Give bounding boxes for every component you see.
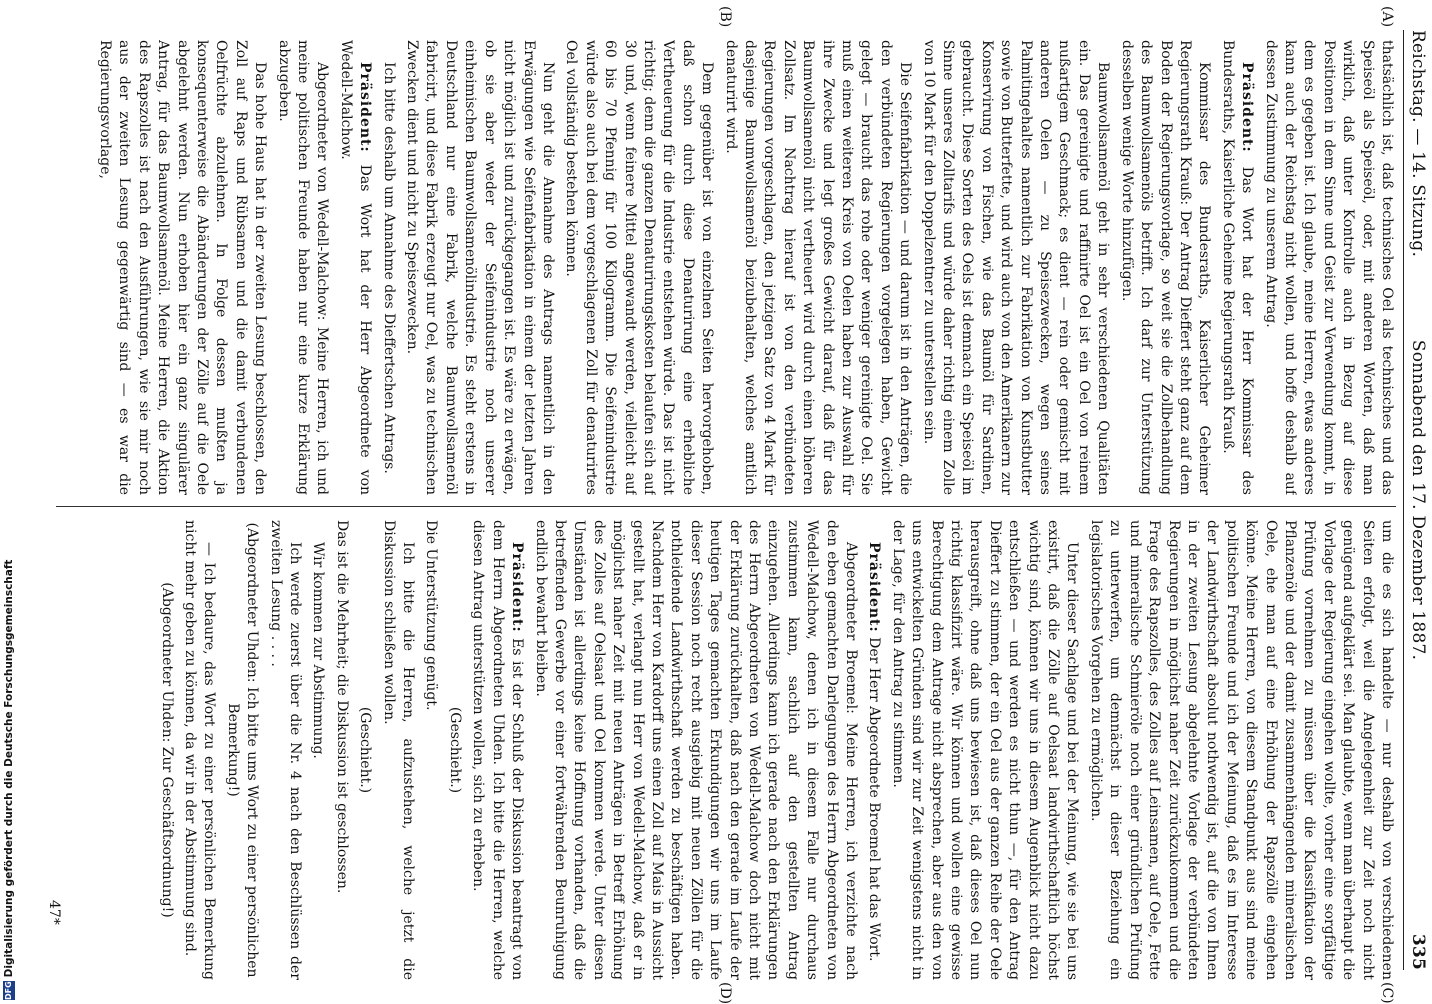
text-paragraph: um die es sich handelte — nur deshalb von verschiedenen Seiten erfolgt, weil die Angelegenheit zur Zeit noch nicht genügend aufgeklärt sei. Man glaubte, wenn man überhaupt die Vorlage der Regierung eingehen wollte, vorher eine sorgfältige Prüfung vornehmen zu müssen über die Klassifikation der Pflanzenöle und der damit zusammenhängenden mineralischen Oele, ehe man auf eine Erhöhung der Rapszölle eingehen könne. Meine Herren, von diesem Standpunkt aus sind meine politischen Freunde und ich der Meinung, daß es im Interesse der Landwirthschaft absolut nothwendig ist, auf die von Ihnen in der zweiten Lesung abgelehnte Vorlage der verbündeten Regierungen in möglichst naher Zeit zurückzukommen und die Frage des Rapszolles, des Zolles auf Leinsamen, auf Oele, Fette und mineralische Schmieröle noch einer gründlichen Prüfung zu unterwerfen, um demnächst in dieser Beziehung ein legislatorisches Vorgehen zu ermöglichen. [1087, 520, 1395, 980]
text-paragraph: Die Unterstützung genügt. [423, 520, 440, 711]
stage-direction: (Geschieht.) [446, 706, 463, 794]
speaker-name: Präsident: [509, 542, 526, 633]
speaker-name: Präsident: [357, 62, 374, 153]
speaker-text: Das Wort hat der Herr Kommissar des Bundesraths, Kaiserliche Geheime Regierungsrath Krauß. [1219, 40, 1256, 495]
margin-marker-b: (B) [717, 6, 733, 28]
header-date: Sonnabend den 17. Dezember 1887. [1408, 339, 1428, 661]
speaker-name: Präsident: [1239, 62, 1256, 153]
dfg-logo: DFG [4, 981, 13, 1000]
speaker-name: Präsident: [866, 542, 883, 633]
credit-strip [0, 559, 18, 1000]
text-paragraph: Nun geht die Annahme des Antrags namentlich in den Erwägungen wie Seifenfabrikation in einem der letzten Jahren nicht möglich ist und zurückgegangen ist. Es wäre zu erwägen, ob sie aber weder der Seifenindustrie noch unserer einheimischen Baumwollsamenölindustrie. Es steht erstens in Deutschland nur eine Fabrik, welche Baumwollsamenöl fabricirt, und diese Fabrik erzeugt nur Oel, was zu technischen Zwecken dient und nicht zu Speisezwecken. [404, 40, 556, 495]
stage-direction: (Abgeordneter Uhden: Ich bitte ums Wort zu einer persönlichen Bemerkung!) [224, 522, 261, 978]
margin-marker-d: (D) [717, 982, 733, 1004]
text-paragraph: — Ich bedaure, das Wort zu einer persönlichen Bemerkung nicht mehr geben zu können, da wir in der Abstimmung sind. [182, 520, 218, 980]
header-session: Reichstag. — 14. Sitzung. [1408, 30, 1428, 258]
text-paragraph: Abgeordneter von Wedell-Malchow: Meine Herren, ich und meine politischen Freunde haben nur eine kurze Erklärung abzugeben. [275, 40, 331, 495]
signature-mark: 47* [46, 900, 62, 925]
text-paragraph: Abgeordneter Broemel: Meine Herren, ich verzichte nach den eben gemachten Darlegungen des Herrn Abgeordneten von Wedell-Malchow, denen ich in diesem Falle nur durchaus zustimmen kann, sachlich auf den gestellten Antrag einzugehen. Allerdings kann ich gerade nach den Erklärungen des Herrn Abgeordneten von Wedell-Malchow doch nicht mit der Erklärung zurückhalten, daß nach den gerade im Laufe der heutigen Tages gemachten Erkundigungen wir uns im Laufe dieser Session noch recht ausgiebig mit neuen Zöllen für die nothleidende Landwirthschaft werden zu beschäftigen haben. Nachdem Herr von Kardorff uns einen Zoll auf Mais in Aussicht gestellt hat, verlangt nun Herr von Wedell-Malchow, daß er in möglichst naher Zeit mit neuen Anträgen in Betreff Erhöhung des Zolles auf Oelsaat und Oel kommen werde. Unter diesen Umständen ist allerdings keine Hoffnung vorhanden, daß die betreffenden Gewerbe vor einer fortwährenden Beunruhigung endlich bewahrt bleiben. [532, 520, 860, 980]
text-paragraph: thatsächlich ist, daß technisches Oel als technisches und das Speiseöl als Speiseöl, oder, mit anderen Worten, daß man wirklich, daß unter Kontrolle auch in Bezug auf diese Positionen in dem Sinne und Geist zur Verwendung kommt, in dem es gegeben ist. Ich glaube, meine Herren, etwas anderes kann auch der Reichstag nicht wollen, und hoffe deshalb auf dessen Zustimmung zu unserem Antrag. [1262, 40, 1395, 495]
text-paragraph: Unter dieser Sachlage und bei der Meinung, wie sie bei uns existirt, daß die Zölle auf Oelsaat landwirthschaftlich höchst wichtig sind, können wir uns in diesem Augenblick nicht dazu entschließen — und werden es nicht thun —, für den Antrag Dieffert zu stimmen, der ein Oel aus der ganzen Reihe der Oele herausgreift, ohne daß uns bewiesen ist, daß dieses Oel nun richtig klassifizirt wäre. Wir können und wollen eine gewisse Berechtigung dem Antrage nicht absprechen, aber aus den von uns entwickelten Gründen sind wir zur Zeit wenigstens nicht in der Lage, für den Antrag zu stimmen. [889, 520, 1081, 980]
speaker-text: Es ist der Schluß der Diskussion beantragt von dem Herrn Abgeordneten Uhden. Ich bitte die Herren, welche diesen Antrag unterstützen wollen, sich zu erheben. [470, 520, 526, 980]
credit-text: Digitalisierung gefördert durch die Deutsche Forschungsgemeinschaft [3, 559, 15, 978]
text-paragraph: Baumwollsamenöl geht in sehr verschiedenen Qualitäten ein. Das gereinigte und raffinirte Oel ist ein Oel von reinem nußartigem Geschmack; es dient — rein oder gemischt mit anderen Oelen — zu Speisezwecken, wegen seines Palmitingehaltes namentlich zur Fabrikation von Kunstbutter sowie von Butterfette, und wird auch von den Amerikanern zur Konservirung von Fischen, wie das Baumöl für Sardinen, gebraucht. Diese Sorten des Oels ist demnach ein Speiseöl im Sinne unseres Zolltarifs und würde daher richtig einem Zolle von 10 Mark für den Doppelzentner zu unterstellen sein. [920, 40, 1112, 495]
margin-marker-c: (C) [1379, 982, 1395, 1004]
text-paragraph: Ich werde zuerst über die Nr. 4 nach den Beschlüssen der zweiten Lesung . . . . [267, 520, 304, 980]
speaker-paragraph [1217, 40, 1256, 495]
stage-direction: (Geschieht.) [357, 706, 374, 794]
speaker-text: Das Wort hat der Herr Abgeordnete von Wedell-Malchow. [337, 40, 374, 495]
left-text-column [56, 40, 1396, 495]
header-page-number: 335 [1408, 933, 1428, 970]
text-paragraph: Dem gegenüber ist von einzelnen Seiten hervorgehoben, daß schon durch diese Denaturirung eine erhebliche Vertheuerung für die Industrie entstehen würde. Das ist nicht richtig; denn die ganzen Denaturirungskosten belaufen sich auf 30 und, wenn feinere Mittel angewandt werden, vielleicht auf 60 bis 70 Pfennig für 100 Kilogramm. Die Seifenindustrie würde also auch bei dem vorgeschlagenen Zoll für denaturirtes Oel vollständig bestehen können. [563, 40, 716, 495]
margin-marker-a: (A) [1379, 6, 1395, 28]
speaker-paragraph [335, 40, 374, 495]
stage-direction: (Abgeordneter Uhden: Zur Geschäftsordnung!) [158, 582, 175, 918]
text-paragraph: Wir kommen zur Abstimmung. [310, 542, 327, 759]
speaker-paragraph [864, 520, 883, 980]
text-paragraph: Ich bitte die Herren, aufzustehen, welche jetzt die Diskussion schließen wollen. [380, 520, 417, 980]
page-header [1403, 30, 1432, 970]
speaker-paragraph [468, 520, 526, 980]
right-text-column [56, 520, 1396, 980]
speaker-text: Der Herr Abgeordnete Broemel hat das Wort. [866, 637, 883, 962]
text-paragraph: Die Seifenfabrikation — und darum ist in den Anträgen, die den verbündeten Regierungen vorgelegen haben, Gewicht gelegt — braucht das rohe oder weniger gereinigte Oel. Sie muß einen weiteren Kreis von Oelen haben zur Auswahl für ihre Zwecke und legt großes Gewicht darauf, daß für das Baumwollsamenöl nicht vertheuert wird durch einen höheren Zollsatz. Im Nachtrag hierauf ist von den verbündeten Regierungen vorgeschlagen, den jetzigen Satz von 4 Mark für dasjenige Baumwollsamenöl beizubehalten, welches amtlich denaturirt wird. [722, 40, 914, 495]
text-paragraph: Kommissar des Bundesraths, Kaiserlicher Geheimer Regierungsrath Krauß: Der Antrag Dieffert steht ganz auf dem Boden der Regierungsvorlage, so weit sie die Zollbehandlung des Baumwollsamenöls betrifft. Ich darf zur Unterstützung desselben wenige Worte hinzufügen. [1118, 40, 1213, 495]
column-divider [56, 506, 1396, 507]
text-paragraph: Ich bitte deshalb um Annahme des Dieffertschen Antrags. [380, 62, 397, 474]
text-paragraph: Das ist die Mehrheit; die Diskussion ist geschlossen. [333, 520, 350, 894]
text-paragraph: Das hohe Haus hat in der zweiten Lesung beschlossen, den Zoll auf Raps und Rübsamen und die damit verbundenen Oelfrüchte abzulehnen. In Folge dessen mußten ja konsequenterweise die Abänderungen der Zölle auf die Oele abgelehnt werden. Nun erhoben hier ein ganz singulärer Antrag, für das Baumwollsamenöl. Meine Herren, die Aktion des Rapszolles ist nach den Ausführungen, wie sie mir noch aus der zweiten Lesung gegenwärtig sind — es war die Regierungsvorlage, [97, 40, 269, 495]
